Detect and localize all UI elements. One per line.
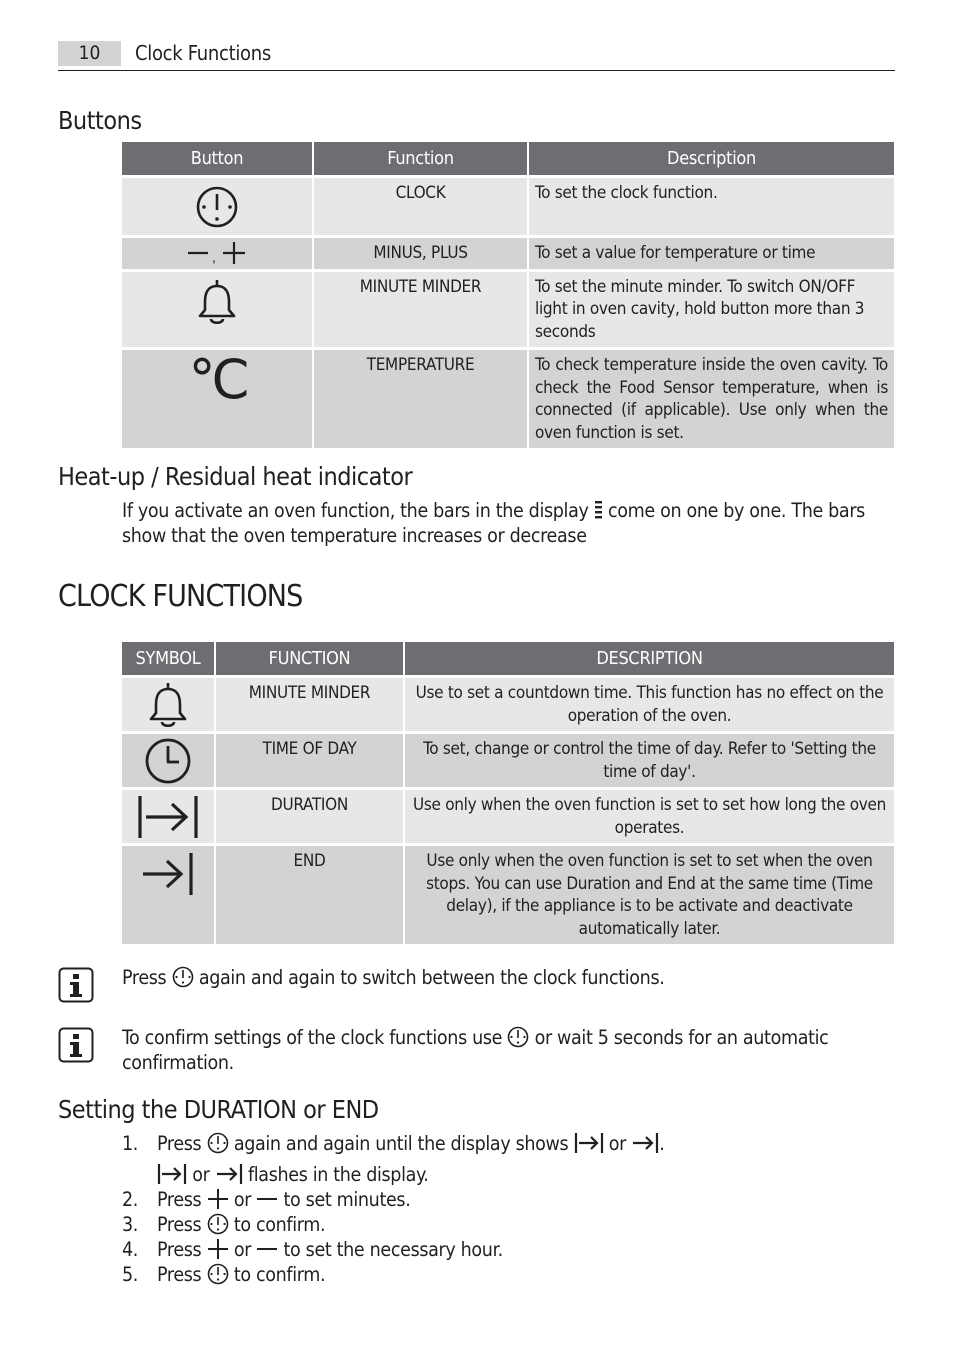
function-cell: TIME OF DAY bbox=[216, 731, 403, 787]
duration-icon bbox=[136, 793, 200, 841]
duration-icon bbox=[157, 1163, 187, 1185]
clock-icon bbox=[207, 1263, 229, 1285]
table-row bbox=[122, 269, 894, 348]
steps-list bbox=[122, 1131, 665, 1287]
table-row bbox=[122, 175, 894, 235]
description-cell: To set the clock function. bbox=[529, 175, 894, 235]
buttons-heading: Buttons bbox=[58, 106, 142, 135]
column-header: SYMBOL bbox=[122, 642, 214, 675]
column-header: FUNCTION bbox=[216, 642, 403, 675]
description-cell: To set the minute minder. To switch ON/OFF light in oven cavity, hold button more than 3 seconds bbox=[529, 269, 894, 348]
setting-heading: Setting the DURATION or END bbox=[58, 1095, 379, 1124]
note-confirm-settings: To confirm settings of the clock functions use or wait 5 seconds for an automatic confirmation. bbox=[122, 1026, 829, 1074]
column-header: Button bbox=[122, 142, 312, 175]
time-of-day-icon bbox=[144, 737, 192, 785]
description-cell: To set, change or control the time of day. Refer to 'Setting the time of day'. bbox=[405, 731, 894, 787]
symbol-cell bbox=[122, 175, 312, 235]
table-row bbox=[122, 731, 894, 787]
bell-icon bbox=[196, 278, 238, 326]
end-icon bbox=[631, 1132, 659, 1154]
info-icon bbox=[58, 967, 94, 1003]
function-cell: MINUTE MINDER bbox=[216, 675, 403, 731]
clock-functions-heading: CLOCK FUNCTIONS bbox=[58, 579, 303, 614]
info-icon bbox=[58, 1027, 94, 1063]
list-item: 3. Press to confirm. bbox=[122, 1213, 326, 1236]
function-cell: CLOCK bbox=[314, 175, 527, 235]
function-cell: END bbox=[216, 843, 403, 944]
description-cell: Use to set a countdown time. This function has no effect on the operation of the oven. bbox=[405, 675, 894, 731]
list-item: 4. Press or to set the necessary hour. bbox=[122, 1238, 503, 1261]
celsius-icon: °C bbox=[188, 348, 246, 411]
table-row bbox=[122, 347, 894, 448]
clock-icon bbox=[507, 1026, 529, 1048]
minus-plus-icon bbox=[186, 240, 248, 266]
table-row bbox=[122, 787, 894, 843]
heatup-text: If you activate an oven function, the bars in the display come on one by one. The bars show that the oven temperature increases or decrease bbox=[122, 499, 865, 547]
end-icon bbox=[215, 1163, 243, 1185]
column-header: Description bbox=[529, 142, 894, 175]
end-icon bbox=[139, 850, 197, 898]
clock-icon bbox=[207, 1213, 229, 1235]
symbol-cell bbox=[122, 235, 312, 269]
description-cell: To set a value for temperature or time bbox=[529, 235, 894, 269]
clock-icon bbox=[195, 185, 239, 229]
step1-subline: or flashes in the display. bbox=[157, 1162, 665, 1187]
svg-text:,: , bbox=[212, 249, 216, 266]
plus-icon bbox=[207, 1188, 229, 1210]
symbol-cell bbox=[122, 731, 214, 787]
function-cell: DURATION bbox=[216, 787, 403, 843]
description-cell: To check temperature inside the oven cavity. To check the Food Sensor temperature, when is connected (if applicable). Use only when the oven function is set. bbox=[529, 347, 894, 448]
clock-icon bbox=[172, 966, 194, 988]
table-row bbox=[122, 675, 894, 731]
column-header: Function bbox=[314, 142, 527, 175]
running-header: Clock Functions bbox=[135, 41, 271, 65]
duration-icon bbox=[574, 1132, 604, 1154]
symbol-cell bbox=[122, 843, 214, 944]
symbol-cell bbox=[122, 675, 214, 731]
description-cell: Use only when the oven function is set to set when the oven stops. You can use Duration and End at the same time (Time delay), if the appliance is to be activate and deactivate automatically later. bbox=[405, 843, 894, 944]
clock-icon bbox=[207, 1132, 229, 1154]
function-cell: MINUS, PLUS bbox=[314, 235, 527, 269]
heatup-heading: Heat-up / Residual heat indicator bbox=[58, 462, 413, 491]
function-cell: TEMPERATURE bbox=[314, 347, 527, 448]
symbol-cell bbox=[122, 787, 214, 843]
column-header: DESCRIPTION bbox=[405, 642, 894, 675]
list-item: 2. Press or to set minutes. bbox=[122, 1188, 411, 1211]
list-item: 1. Press again and again until the display shows or . or flashes in the display. bbox=[122, 1132, 665, 1186]
table-row bbox=[122, 235, 894, 269]
description-cell: Use only when the oven function is set to set how long the oven operates. bbox=[405, 787, 894, 843]
list-item: 5. Press to confirm. bbox=[122, 1263, 326, 1286]
heat-bars-icon bbox=[594, 500, 603, 522]
buttons-table bbox=[120, 142, 896, 448]
symbol-cell bbox=[122, 347, 312, 448]
symbol-cell bbox=[122, 269, 312, 348]
table-row bbox=[122, 843, 894, 944]
clock-functions-table bbox=[120, 642, 896, 944]
note-switch-functions: Press again and again to switch between the clock functions. bbox=[122, 966, 665, 989]
plus-icon bbox=[207, 1238, 229, 1260]
header-rule bbox=[58, 70, 895, 71]
bell-icon bbox=[147, 681, 189, 729]
function-cell: MINUTE MINDER bbox=[314, 269, 527, 348]
minus-icon bbox=[256, 1238, 278, 1260]
minus-icon bbox=[256, 1188, 278, 1210]
page-number: 10 bbox=[58, 41, 121, 66]
